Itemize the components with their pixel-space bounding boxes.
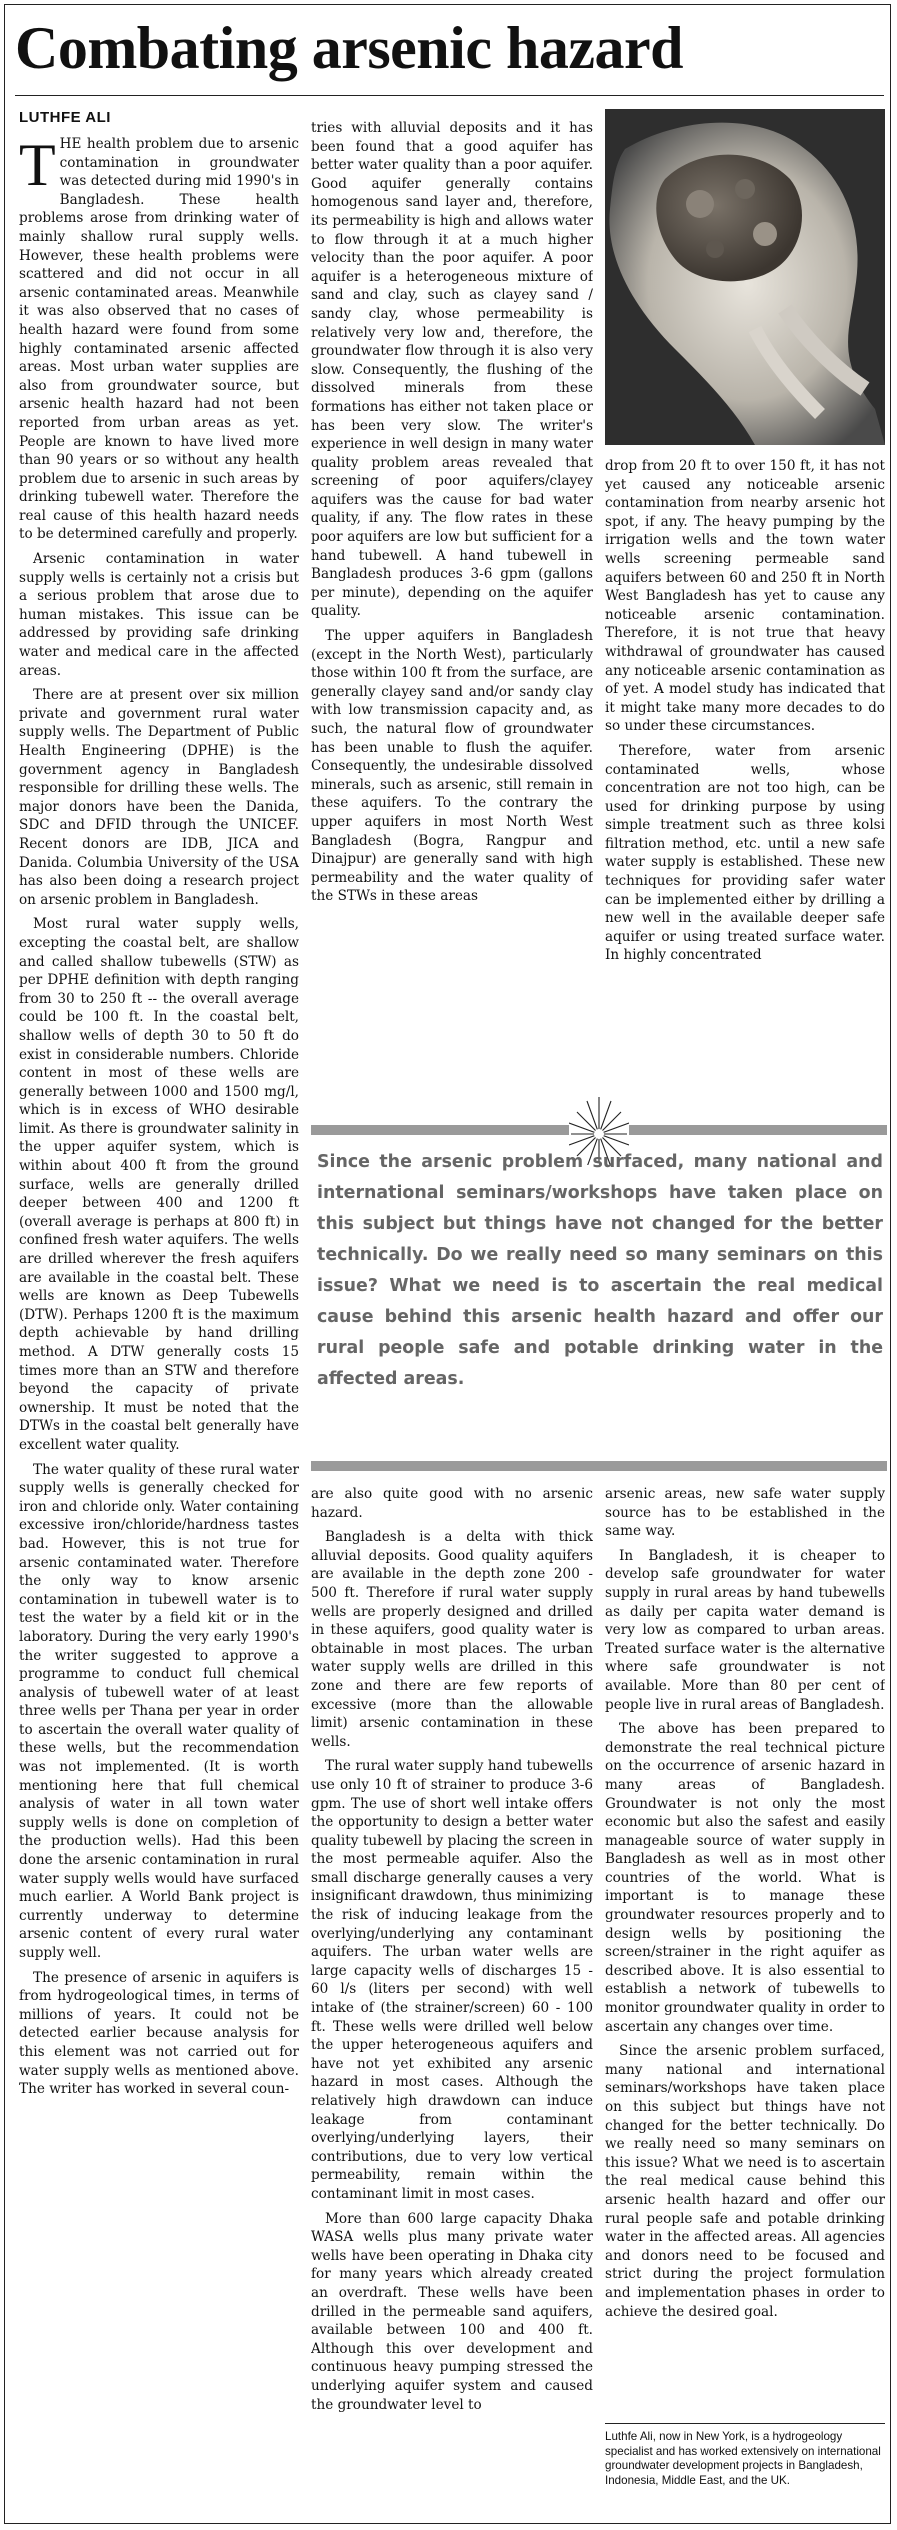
paragraph: In Bangladesh, it is cheaper to develop safe groundwater for water supply in rural areas by hand tubewells as daily per capita water demand is very low as compared to urban areas. Treated surface water is the alternative where safe groundwater is not available. More than 80 per cent of people live in rural areas of Bangladesh. [605,1547,885,1713]
photo-hand-with-soil [605,109,885,445]
paragraph: The rural water supply hand tubewells use only 10 ft of strainer to produce 3-6 gpm. The use of short well intake offers the opportunity to design a better water quality tubewell by placing the screen in the most permeable aquifer. Also the small discharge generally causes a very insignificant drawdown, thus minimizing the risk of inducing leakage from the overlying/underlying any contaminant aquifers. The urban water wells are large capacity wells of discharges 15 - 60 l/s (liters per second) with well intake of (the strainer/screen) 60 - 100 ft. These wells were drilled well below the upper heterogeneous aquifers and have not yet exhibited any arsenic hazard in most cases. Although the relatively high drawdown can induce leakage from contaminant overlying/underlying layers, their contributions, due to very low vertical permeability, remain within the contaminant limit in most cases. [311,1758,593,2202]
paragraph: The upper aquifers in Bangladesh (except in the North West), particularly those within 100 ft from the surface, are generally clayey sand and/or sandy clay with low transmission capacity and, as such, the natural flow of groundwater has been unable to flush the aquifer. Consequently, the undesirable dissolved minerals, such as arsenic, still remain in these aquifers. To the contrary the upper aquifers in most North West Bangladesh (Bogra, Rangpur and Dinajpur) are generally sand with high permeability and the water quality of the STWs in these areas [311,628,593,905]
paragraph: Therefore, water from arsenic contaminated wells, whose concentration are not too high, can be used for drinking purpose by using simple treatment such as three kolsi filtration method, etc. until a new safe water supply is established. These new techniques for providing safer water can be implemented either by drilling a new well in the available deeper safe aquifer or using treated surface water. In highly concentrated [605,742,885,964]
column-5 [605,1485,885,2415]
paragraph: arsenic areas, new safe water supply source has to be established in the same way. [605,1486,885,1540]
pull-quote-text: Since the arsenic problem surfaced, many national and international seminars/workshops have taken place on this subject but things have not changed for the better technically. Do we really need so many seminars on this issue? What we need is to ascertain the real medical cause behind this arsenic health hazard and offer our rural people safe and potable drinking water in the affected areas. [317,1152,883,1389]
paragraph: Since the arsenic problem surfaced, many national and international seminars/workshops have taken place on this subject but things have not changed for the better technically. Do we really need so many seminars on this issue? What we need is to ascertain the real medical cause behind this arsenic health hazard and offer our rural people safe and potable drinking water in the affected areas. All agencies and donors need to be focused and strict during the project formulation and implementation phases in order to achieve the desired goal. [605,2043,885,2320]
column-4 [311,1485,593,2515]
paragraph: Bangladesh is a delta with thick alluvial deposits. Good quality aquifers are available in the depth zone 200 - 500 ft. Therefore if rural water supply wells are properly designed and drilled in these aquifers, good quality water is obtainable in most places. The urban water supply wells are drilled in this zone and there are few reports of excessive (more than the allowable limit) arsenic contamination in these wells. [311,1529,593,1750]
paragraph: The water quality of these rural water supply wells is generally checked for iron and chloride only. Water containing excessive iron/chloride/hardness tastes bad. However, this is not true for arsenic contaminated water. Therefore the only way to know arsenic contamination in tubewell water is to test the water by a field kit or in the laboratory. During the very early 1990's the writer suggested to approve a programme to conduct full chemical analysis of tubewell water of at least three wells per Thana per year in order to ascertain the overall water quality of these wells, but the recommendation was not implemented. (It is worth mentioning here that full chemical analysis of water in all town water supply wells is done on completion of the production wells). Had this been done the arsenic contamination in rural water supply wells would have surfaced much earlier. A World Bank project is currently underway to determine arsenic content of every rural water supply well. [19,1461,299,1961]
photo-image [605,109,885,445]
paragraph: tries with alluvial deposits and it has been found that a good aquifer has better water quality than a poor aquifer. Good aquifer generally contains homogenous sand layer and, therefore, its permeability is high and allows water to flow through it at a much higher velocity than the poor aquifer. A poor aquifer is a heterogeneous mixture of sand and clay, such as clayey sand / sandy clay, whose permeability is relatively very low and, therefore, the groundwater flow through it is also very slow. Consequently, the flushing of the dissolved minerals from these formations has either not taken place or has been very slow. The writer's experience in well design in many water quality problem areas revealed that screening of poor aquifers/clayey aquifers was the cause for bad water quality, if any. The flow rates in these poor aquifers are low but sufficient for a hand tubewell. A hand tubewell in Bangladesh produces 3-6 gpm (gallons per minute), depending on the aquifer quality. [311,120,593,620]
pull-quote-bottom-bar [311,1461,887,1471]
headline-rule [15,95,884,96]
column-1 [19,135,299,2515]
paragraph: The above has been prepared to demonstrate the real technical picture on the occurrence of arsenic hazard in many areas of Bangladesh. Groundwater is not only the most economic but also the safest and easily manageable source of water supply in Bangladesh as well as in most other countries of the world. What is important is to manage these groundwater resources properly and to design wells by positioning the screen/strainer in the right aquifer as described above. It is also essential to establish a network of tubewells to monitor groundwater quality in order to ascertain any changes over time. [605,1721,885,2035]
paragraph: Arsenic contamination in water supply wells is certainly not a crisis but a serious problem that arose due to human mistakes. This issue can be addressed by providing safe drinking water and medical care in the affected areas. [19,551,299,679]
pull-quote-box [311,1091,887,1475]
paragraph: drop from 20 ft to over 150 ft, it has not yet caused any noticeable arsenic contamination from nearby arsenic hot spot, if any. The heavy pumping by the irrigation wells and the town water wells screening permeable sand aquifers between 60 and 250 ft in North West Bangladesh has yet to cause any noticeable arsenic contamination. Therefore, it is not true that heavy withdrawal of groundwater has caused any noticeable arsenic contamination as of yet. A model study has indicated that it might take many more decades to do so under these circumstances. [605,458,885,735]
paragraph-text: HE health problem due to arsenic contamination in groundwater was detected during mid 1990's in Bangladesh. These health problems arose from drinking water of mainly shallow rural supply wells. However, these health problems were scattered and did not occur in all arsenic contaminated areas. Meanwhile it was also observed that no cases of health hazard were found from some highly contaminated arsenic affected areas. Most urban water supplies are also from groundwater source, but arsenic health hazard had not been reported from urban areas as yet. People are known to have lived more than 90 years or so without any health problem due to arsenic in such areas by drinking tubewell water. Therefore the real cause of this health hazard needs to be determined carefully and properly. [19,136,299,543]
paragraph: are also quite good with no arsenic hazard. [311,1486,593,1521]
paragraph: Most rural water supply wells, excepting the coastal belt, are shallow and called shallow tubewells (STW) as per DPHE definition with depth ranging from 30 to 250 ft -- the overall average could be 100 ft. In the coastal belt, shallow wells of depth 30 to 50 ft do exist in considerable numbers. Chloride content in most of these wells are generally between 1000 and 1500 mg/l, which is in excess of WHO desirable limit. As there is groundwater salinity in the upper aquifer system, which is within about 400 ft from the ground surface, wells are generally drilled deeper between 400 and 1200 ft (overall average is perhaps at 800 ft) in confined fresh water aquifers. The wells are drilled wherever the fresh aquifers are available in the coastal belt. These wells are known as Deep Tubewells (DTW). Perhaps 1200 ft is the maximum depth achievable by hand drilling method. A DTW generally costs 15 times more than an STW and therefore beyond the capacity of private ownership. It must be noted that the DTWs in the coastal belt generally have excellent water quality. [19,916,299,1453]
column-2 [311,119,593,1079]
column-3 [605,457,885,1077]
author-bio: Luthfe Ali, now in New York, is a hydrogeology specialist and has worked extensively on international groundwater development projects in Bangladesh, Indonesia, Middle East, and the UK. [605,2423,885,2488]
paragraph: The presence of arsenic in aquifers is from hydrogeological times, in terms of millions of years. It could not be detected earlier because analysis for this element was not carried out for water supply wells as mentioned above. The writer has worked in several coun- [19,1969,299,2098]
paragraph [19,135,299,544]
headline: Combating arsenic hazard [15,15,683,81]
paragraph: More than 600 large capacity Dhaka WASA wells plus many private water wells have been operating in Dhaka city for many years which already created an overdraft. These wells have been drilled in the permeable sand aquifers, available between 100 and 400 ft. Although this over development and continuous heavy pumping stressed the underlying aquifer system and caused the groundwater level to [311,2210,593,2413]
drop-cap: T [19,135,56,198]
article-frame [4,4,891,2524]
paragraph: There are at present over six million private and government rural water supply wells. The Department of Public Health Engineering (DPHE) is the government agency in Bangladesh responsible for drilling these wells. The major donors have been the Danida, SDC and DFID through the UNICEF. Recent donors are IDB, JICA and Danida. Columbia University of the USA has also been doing a research project on arsenic problem in Bangladesh. [19,687,299,908]
byline: LUTHFE ALI [19,109,111,126]
